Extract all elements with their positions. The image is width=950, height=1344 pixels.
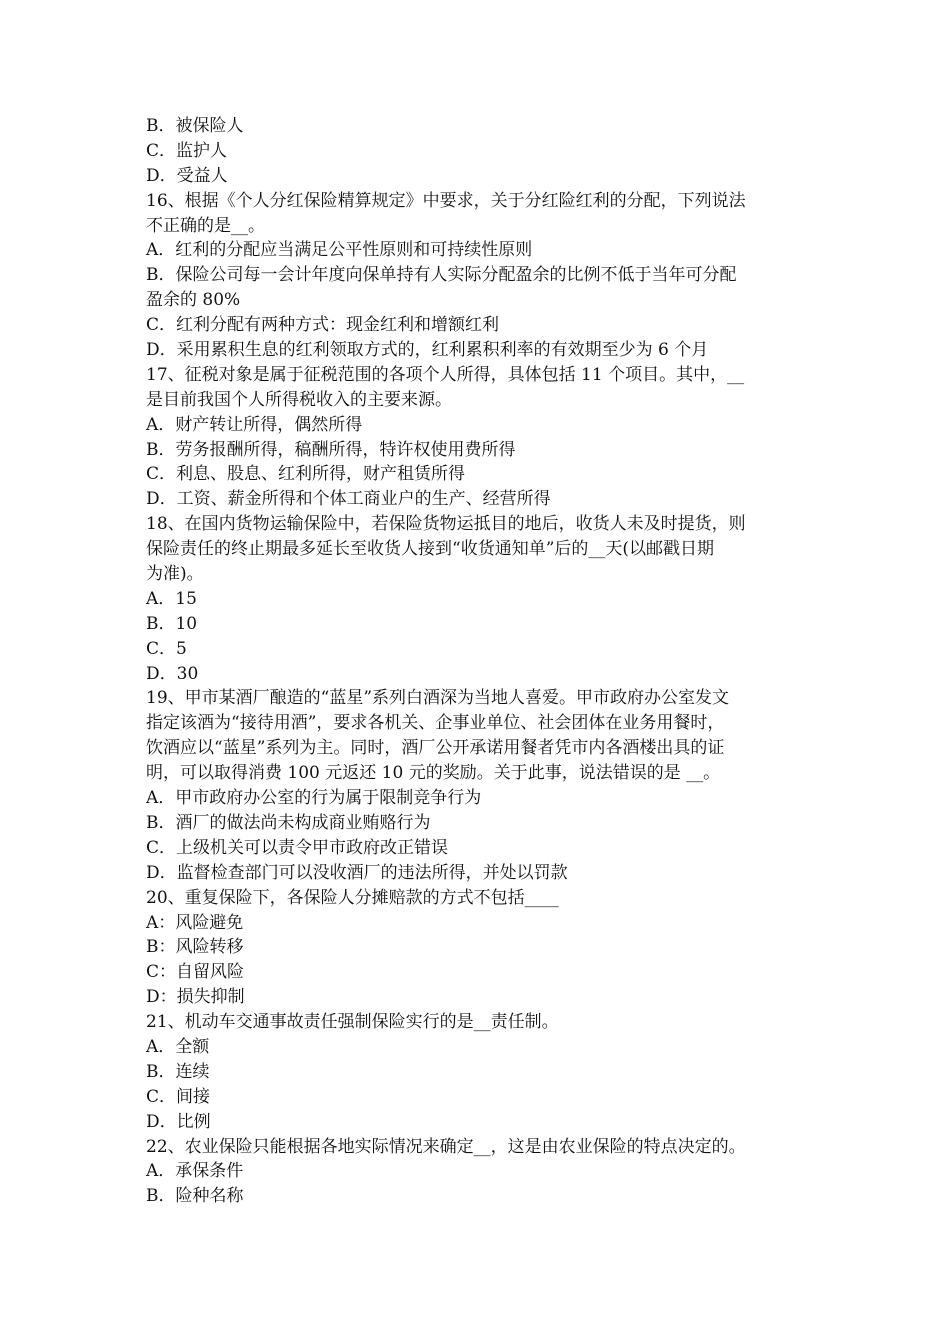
text-line: B．保险公司每一会计年度向保单持有人实际分配盈余的比例不低于当年可分配 [146, 265, 737, 286]
question-line: 20、重复保险下，各保险人分摊赔款的方式不包括____ [146, 887, 559, 908]
text-line: C．上级机关可以责令甲市政府改正错误 [146, 837, 449, 858]
question-line: 不正确的是__。 [146, 215, 265, 236]
text-line: A：风险避免 [146, 912, 244, 933]
text-line: A．红利的分配应当满足公平性原则和可持续性原则 [146, 240, 533, 261]
question-line: 保险责任的终止期最多延长至收货人接到“收货通知单”后的__天(以邮戳日期 [146, 539, 715, 560]
question-line: 22、农业保险只能根据各地实际情况来确定__，这是由农业保险的特点决定的。 [146, 1136, 746, 1157]
text-line: C．监护人 [146, 140, 228, 161]
text-line: C．5 [146, 638, 187, 659]
text-line: C．间接 [146, 1086, 211, 1107]
text-line: A．财产转让所得，偶然所得 [146, 414, 363, 435]
question-line: 饮酒应以“蓝星”系列为主。同时，酒厂公开承诺用餐者凭市内各酒楼出具的证 [146, 738, 725, 759]
text-line: D．30 [146, 663, 199, 684]
text-line: D．受益人 [146, 165, 228, 186]
text-line: D．采用累积生息的红利领取方式的，红利累积利率的有效期至少为 6 个月 [146, 340, 709, 361]
text-line: A．甲市政府办公室的行为属于限制竞争行为 [146, 788, 482, 809]
document-page [146, 114, 816, 1209]
question-line: 17、征税对象是属于征税范围的各项个人所得，具体包括 11 个项目。其中，__ [146, 364, 745, 385]
text-line: A．全额 [146, 1036, 210, 1057]
text-line: C：自留风险 [146, 962, 245, 983]
text-line: D：损失抑制 [146, 987, 245, 1008]
text-line: B．险种名称 [146, 1186, 244, 1207]
text-line: D．工资、薪金所得和个体工商业户的生产、经营所得 [146, 489, 551, 510]
question-line: 21、机动车交通事故责任强制保险实行的是__责任制。 [146, 1012, 559, 1033]
text-line: A．承保条件 [146, 1161, 244, 1182]
question-line: 是目前我国个人所得税收入的主要来源。 [146, 389, 452, 410]
question-line: 19、甲市某酒厂酿造的“蓝星”系列白酒深为当地人喜爱。甲市政府办公室发文 [146, 688, 730, 709]
text-line: B：风险转移 [146, 937, 244, 958]
text-line: B．10 [146, 613, 198, 634]
text-line: D．比例 [146, 1111, 211, 1132]
question-line: 为准)。 [146, 564, 204, 585]
text-line: C．利息、股息、红利所得，财产租赁所得 [146, 464, 466, 485]
text-line: B．酒厂的做法尚未构成商业贿赂行为 [146, 812, 431, 833]
question-line: 明，可以取得消费 100 元返还 10 元的奖励。关于此事，说法错误的是 __。 [146, 763, 721, 784]
text-line: A．15 [146, 588, 197, 609]
text-line: B．劳务报酬所得，稿酬所得，特许权使用费所得 [146, 439, 516, 460]
text-line: 盈余的 80% [146, 290, 241, 311]
text-line: B．连续 [146, 1061, 210, 1082]
question-line: 18、在国内货物运输保险中，若保险货物运抵目的地后，收货人未及时提货，则 [146, 514, 746, 535]
text-line: B．被保险人 [146, 116, 244, 136]
question-line: 16、根据《个人分红保险精算规定》中要求，关于分红险红利的分配，下列说法 [146, 190, 746, 211]
text-line: C．红利分配有两种方式：现金红利和增额红利 [146, 315, 500, 336]
question-line: 指定该酒为“接待用酒”，要求各机关、企事业单位、社会团体在业务用餐时， [146, 713, 725, 734]
text-line: D．监督检查部门可以没收酒厂的违法所得，并处以罚款 [146, 862, 568, 883]
